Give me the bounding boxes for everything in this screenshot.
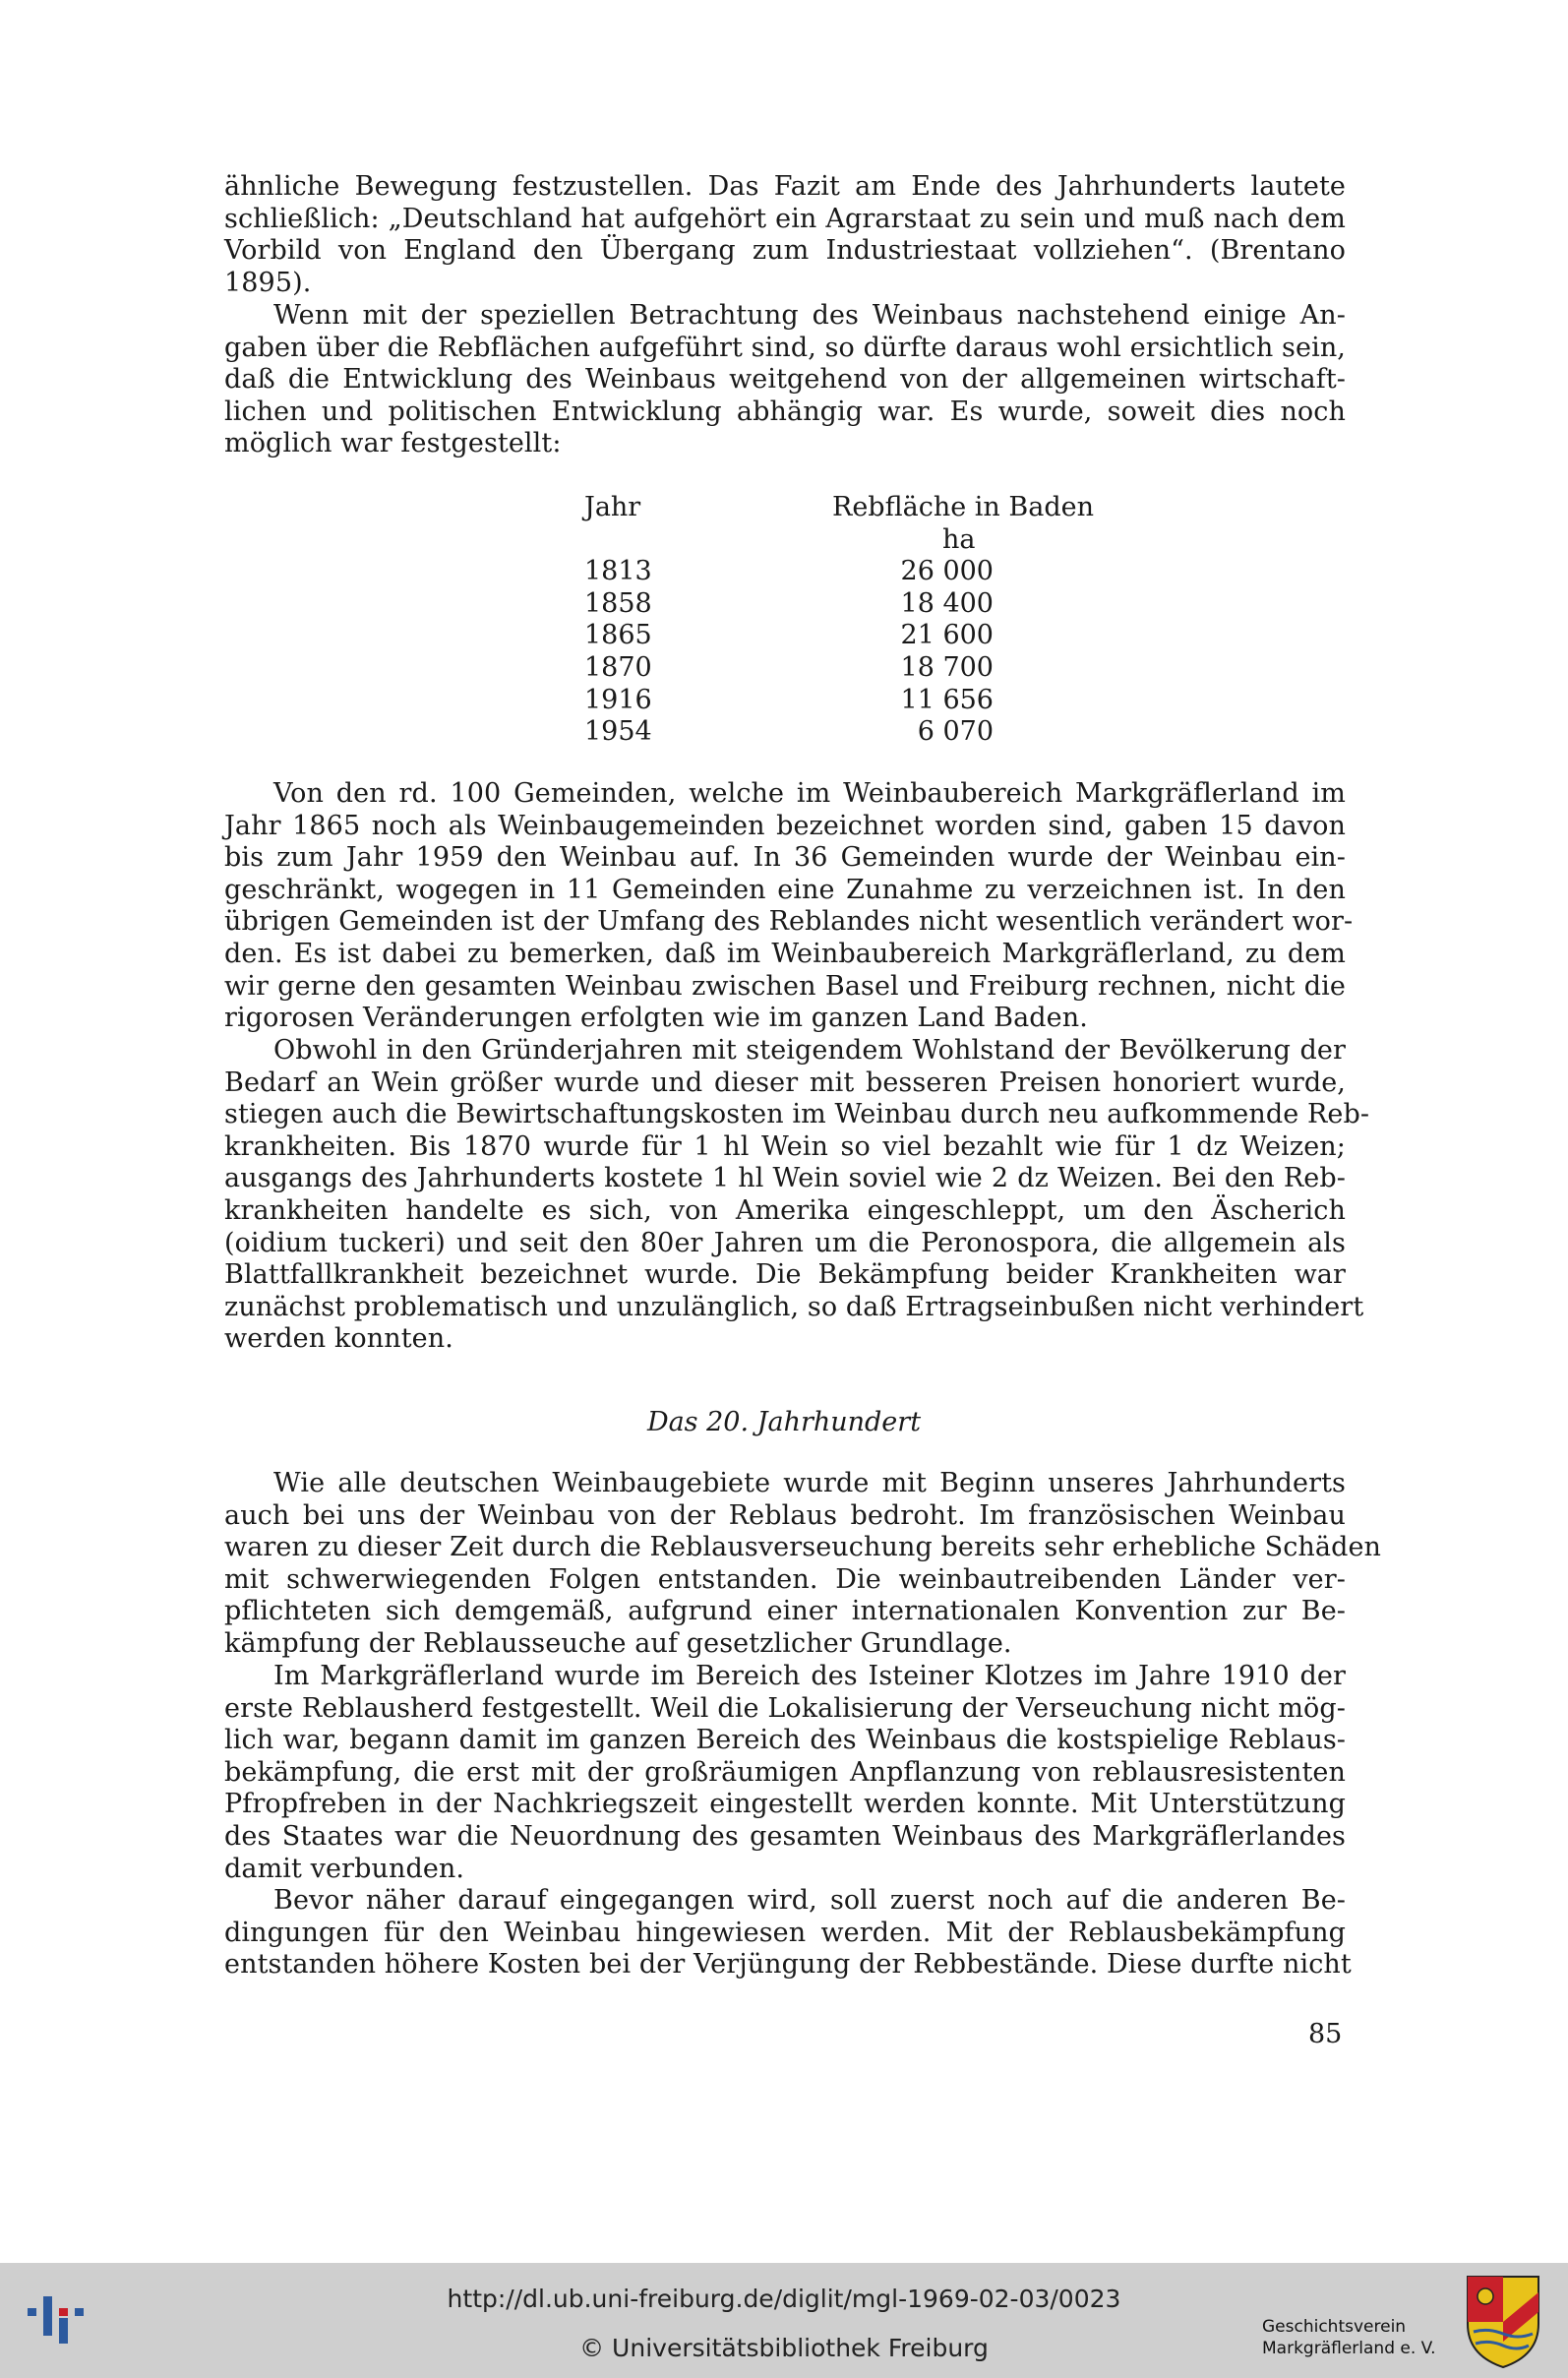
text-line: Bedarf an Wein größer wurde und dieser mit besseren Preisen honoriert wurde,: [224, 1067, 1346, 1098]
year-cell: 1916: [584, 684, 652, 715]
text-line: Jahr 1865 noch als Weinbaugemeinden bezeichnet worden sind, gaben 15 davon: [224, 810, 1346, 841]
text-line: Wie alle deutschen Weinbaugebiete wurde mit Beginn unseres Jahrhunderts: [273, 1468, 1346, 1498]
text-line: Wenn mit der speziellen Betrachtung des Weinbaus nachstehend einige An-: [273, 300, 1346, 331]
text-line: damit verbunden.: [224, 1853, 465, 1884]
area-cell: 11 656: [900, 684, 994, 715]
text-line: ausgangs des Jahrhunderts kostete 1 hl Wein soviel wie 2 dz Weizen. Bei den Reb-: [224, 1163, 1346, 1194]
table-row: [584, 620, 1116, 652]
footer-url-link[interactable]: http://dl.ub.uni-freiburg.de/diglit/mgl-1969-02-03/0023: [447, 2285, 1121, 2313]
text-line: pflichteten sich demgemäß, aufgrund einer internationalen Konvention zur Be-: [224, 1596, 1346, 1627]
text-line: bekämpfung, die erst mit der großräumigen Anpflanzung von reblausresistenten: [224, 1756, 1346, 1788]
text-line: (oidium tuckeri) und seit den 80er Jahren um die Peronospora, die allgemein als: [224, 1227, 1346, 1258]
text-line: geschränkt, wogegen in 11 Gemeinden eine Zunahme zu verzeichnen ist. In den: [224, 874, 1346, 905]
area-cell: 26 000: [900, 556, 994, 587]
table-row: [584, 556, 1116, 588]
paragraph-3: [224, 778, 1354, 1035]
text-line: Im Markgräflerland wurde im Bereich des Isteiner Klotzes im Jahre 1910 der: [273, 1661, 1346, 1691]
table-row: [584, 685, 1116, 717]
section-heading: Das 20. Jahrhundert: [646, 1407, 922, 1437]
paragraph-2: [224, 300, 1346, 460]
text-line: schließlich: „Deutschland hat aufgehört ein Agrarstaat zu sein und muß nach dem: [224, 203, 1346, 234]
year-cell: 1954: [584, 716, 652, 748]
text-line: entstanden höhere Kosten bei der Verjüngung der Rebbestände. Diese durfte nicht: [224, 1949, 1352, 1981]
area-cell: 6 070: [917, 716, 994, 748]
text-line: mit schwerwiegenden Folgen entstanden. Die weinbautreibenden Länder ver-: [224, 1563, 1346, 1595]
text-line: krankheiten handelte es sich, von Amerika eingeschleppt, um den Äscherich: [224, 1194, 1346, 1226]
society-name-line-1: Geschichtsverein: [1262, 2317, 1407, 2337]
text-line: Von den rd. 100 Gemeinden, welche im Weinbaubereich Markgräflerland im: [273, 778, 1346, 809]
table-row: [584, 716, 1116, 749]
year-cell: 1865: [584, 620, 652, 651]
text-line: Vorbild von England den Übergang zum Industriestaat vollziehen“. (Brentano: [224, 235, 1346, 267]
paragraph-7: [224, 1885, 1352, 1982]
page-number: 85: [1308, 2019, 1343, 2049]
header-year: Jahr: [584, 492, 641, 522]
year-cell: 1858: [584, 587, 652, 619]
header-area: Rebfläche in Baden: [832, 492, 1094, 522]
text-line: rigorosen Veränderungen erfolgten wie im ganzen Land Baden.: [224, 1003, 1088, 1034]
text-line: werden konnten.: [224, 1323, 453, 1355]
vineyard-area-table: [584, 492, 1116, 749]
text-line: 1895).: [224, 267, 312, 298]
text-line: gaben über die Rebflächen aufgeführt sind, so dürfte daraus wohl ersichtlich sein,: [224, 332, 1346, 363]
text-line: auch bei uns der Weinbau von der Reblaus bedroht. Im französischen Weinbau: [224, 1499, 1346, 1531]
area-cell: 18 700: [900, 651, 994, 683]
table-unit-row: [584, 524, 1116, 557]
text-line: krankheiten. Bis 1870 wurde für 1 hl Wein so viel bezahlt wie für 1 dz Weizen;: [224, 1130, 1346, 1162]
text-line: wir gerne den gesamten Weinbau zwischen Basel und Freiburg rechnen, nicht die: [224, 970, 1346, 1002]
text-line: möglich war festgestellt:: [224, 428, 562, 459]
area-cell: 21 600: [900, 620, 994, 651]
text-line: kämpfung der Reblausseuche auf gesetzlicher Grundlage.: [224, 1627, 1012, 1659]
paragraph-4: [224, 1035, 1370, 1356]
text-line: stiegen auch die Bewirtschaftungskosten im Weinbau durch neu aufkommende Reb-: [224, 1099, 1370, 1130]
table-row: [584, 652, 1116, 685]
text-line: waren zu dieser Zeit durch die Reblausverseuchung bereits sehr erhebliche Schäden: [224, 1532, 1382, 1563]
year-cell: 1813: [584, 556, 652, 587]
text-line: zunächst problematisch und unzulänglich, so daß Ertragseinbußen nicht verhindert: [224, 1291, 1364, 1322]
text-line: bis zum Jahr 1959 den Weinbau auf. In 36 Gemeinden wurde der Weinbau ein-: [224, 842, 1346, 874]
table-header-row: [584, 492, 1116, 524]
text-line: erste Reblausherd festgestellt. Weil die Lokalisierung der Verseuchung nicht mög-: [224, 1692, 1346, 1724]
text-line: dingungen für den Weinbau hingewiesen werden. Mit der Reblausbekämpfung: [224, 1917, 1346, 1948]
text-line: lichen und politischen Entwicklung abhängig war. Es wurde, soweit dies noch: [224, 396, 1346, 427]
text-line: den. Es ist dabei zu bemerken, daß im Weinbaubereich Markgräflerland, zu dem: [224, 938, 1346, 969]
paragraph-1: [224, 171, 1346, 299]
coat-of-arms-icon: [1464, 2273, 1542, 2369]
text-line: ähnliche Bewegung festzustellen. Das Fazit am Ende des Jahrhunderts lautete: [224, 171, 1346, 202]
text-line: des Staates war die Neuordnung des gesamten Weinbaus des Markgräflerlandes: [224, 1820, 1346, 1852]
footer-copyright: © Universitätsbibliothek Freiburg: [579, 2334, 989, 2362]
text-line: Obwohl in den Gründerjahren mit steigendem Wohlstand der Bevölkerung der: [273, 1035, 1346, 1066]
society-name: [1262, 2316, 1436, 2359]
text-line: Bevor näher darauf eingegangen wird, soll zuerst noch auf die anderen Be-: [273, 1885, 1346, 1916]
footer-bar: [0, 2263, 1568, 2378]
paragraph-6: [224, 1661, 1346, 1885]
text-line: Pfropfreben in der Nachkriegszeit eingestellt werden konnte. Mit Unterstützung: [224, 1789, 1346, 1820]
text-line: übrigen Gemeinden ist der Umfang des Reblandes nicht wesentlich verändert wor-: [224, 906, 1354, 938]
header-unit: ha: [942, 523, 976, 555]
text-line: Blattfallkrankheit bezeichnet wurde. Die Bekämpfung beider Krankheiten war: [224, 1259, 1346, 1291]
paragraph-5: [224, 1468, 1382, 1661]
society-name-line-2: Markgräflerland e. V.: [1262, 2339, 1436, 2358]
text-line: daß die Entwicklung des Weinbaus weitgehend von der allgemeinen wirtschaft-: [224, 364, 1346, 396]
year-cell: 1870: [584, 651, 652, 683]
area-cell: 18 400: [900, 587, 994, 619]
table-row: [584, 588, 1116, 621]
text-line: lich war, begann damit im ganzen Bereich des Weinbaus die kostspielige Reblaus-: [224, 1725, 1346, 1756]
